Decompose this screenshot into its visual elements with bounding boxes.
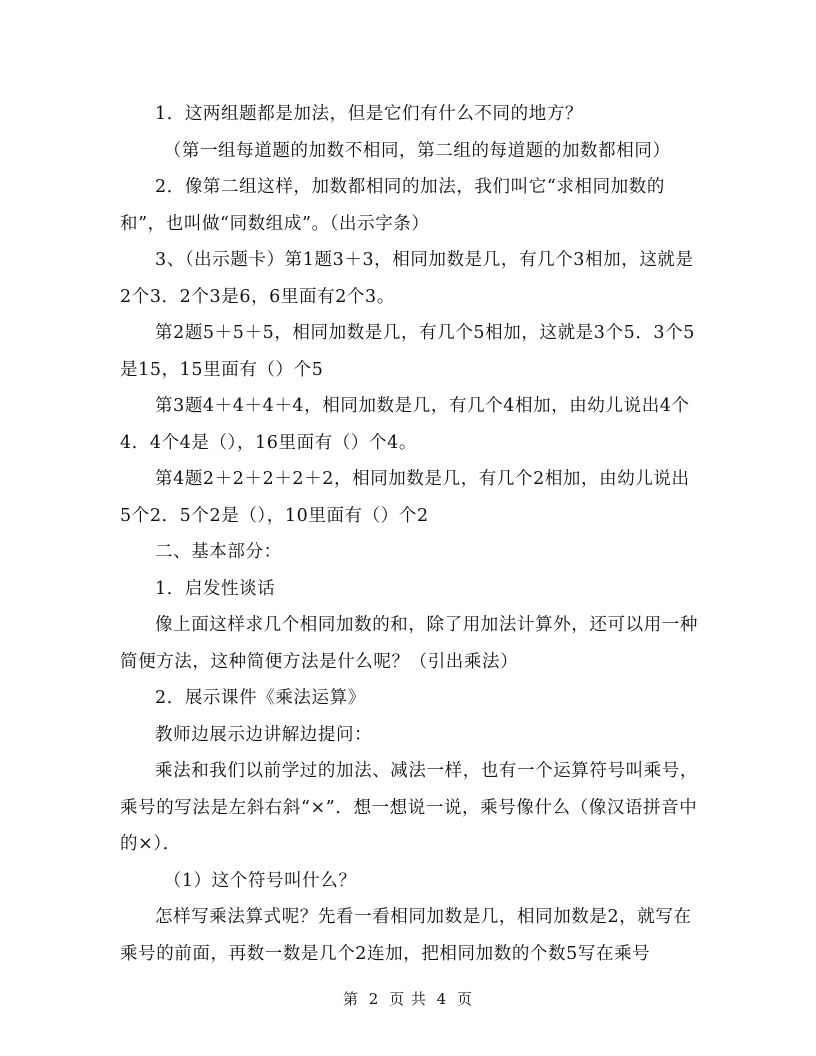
paragraph-problem-4: 第4题2＋2＋2＋2＋2，相同加数是几，有几个2相加，由幼儿说出5个2．5个2是（），10里面有（）个2	[120, 469, 690, 526]
footer-total-pages: 4	[436, 990, 448, 1008]
paragraph-how-to-write: 怎样写乘法算式呢？先看一看相同加数是几，相同加数是2，就写在乘号的前面，再数一数是几个2连加，把相同加数的个数5写在乘号	[120, 907, 692, 964]
paragraph-point-2: 2．像第二组这样，加数都相同的加法，我们叫它“求相同加数的和”，也叫做“同数组成”。（出示字条）	[120, 177, 665, 234]
paragraph-multiplication-sign: 乘法和我们以前学过的加法、减法一样，也有一个运算符号叫乘号，乘号的写法是左斜右斜“×”．想一想说一说，乘号像什么（像汉语拼音中的×）．	[120, 761, 698, 854]
footer-mid: 页 共	[389, 990, 427, 1008]
subheading-talk: 1．启发性谈话	[155, 578, 276, 599]
section-heading-basic: 二、基本部分：	[155, 542, 282, 562]
footer-prefix: 第	[342, 990, 359, 1008]
paragraph-question-1: 1．这两组题都是加法，但是它们有什么不同的地方？	[155, 104, 584, 124]
footer-page-number: 2	[368, 990, 380, 1008]
footer-suffix: 页	[457, 990, 474, 1008]
paragraph-answer-1: （第一组每道题的加数不相同，第二组的每道题的加数都相同）	[163, 140, 671, 161]
document-body	[120, 96, 700, 972]
paragraph-point-3: 3、（出示题卡）第1题3＋3，相同加数是几，有几个3相加，这就是2个3．2个3是6，6里面有2个3。	[120, 250, 694, 307]
paragraph-problem-2: 第2题5＋5＋5，相同加数是几，有几个5相加，这就是3个5．3个5是15，15里面有（）个5	[120, 323, 696, 380]
paragraph-question-symbol: （1）这个符号叫什么？	[163, 870, 357, 891]
paragraph-intro-multiplication: 像上面这样求几个相同加数的和，除了用加法计算外，还可以用一种简便方法，这种简便方法是什么呢？（引出乘法）	[120, 615, 698, 672]
page-footer	[0, 988, 816, 1009]
subheading-courseware: 2．展示课件《乘法运算》	[155, 688, 366, 708]
paragraph-problem-3: 第3题4＋4＋4＋4，相同加数是几，有几个4相加，由幼儿说出4个4．4个4是（），16里面有（）个4。	[120, 396, 690, 453]
paragraph-teacher: 教师边展示边讲解边提问：	[155, 724, 373, 745]
